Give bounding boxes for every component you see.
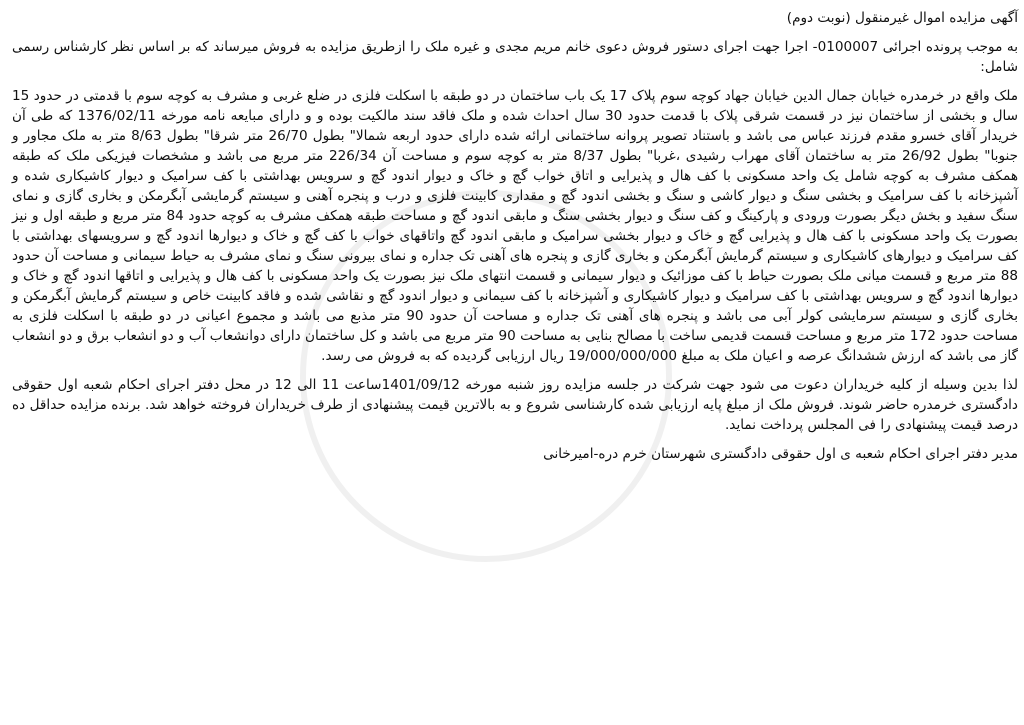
property-description: ملک واقع در خرمدره خیابان جمال الدین خیابان جهاد کوچه سوم پلاک 17 یک باب ساختمان در دو طبقه با اسکلت فلزی در ضلع غربی و مشرف به کوچه سوم با قدمتی در حدود 15 سال و بخشی از ساختمان نیز در قسمت شرقی پلاک با قدمت حدود 30 سال احداث شده و ملک فاقد سند مالکیت بوده و و دارای مبایعه نامه مورخه 1376/02/11 که طی آن خریدار آقای خسرو مقدم فرزند عباس می باشد و باستناد تصویر پروانه ساختمانی ارائه شده دارای حدود اربعه شمالا" بطول 26/70 متر شرقا" بطول 8/63 متر به ملک مجاور و جنوبا" بطول 26/92 متر به ساختمان آقای مهراب رشیدی ،غربا" بطول 8/37 متر به کوچه سوم و مساحت آن 226/34 متر مربع می باشد و مشخصات فیزیکی ملک که طبقه همکف مشرف به کوچه شامل یک واحد مسکونی با کف هال و پذیرایی و اتاق خواب گچ و خاک و دیوار اندود گچ و سرویس بهداشتی با کف سرامیک و دیوار کاشیکاری شده و آشپزخانه با کف سرامیک و بخشی سنگ و دیوار کاشی و سنگ و بخشی اندود گچ و مقداری کابینت فلزی و درب و پنجره آهنی و سیستم گرمایشی آبگرمکن و بخاری گازی و نمای سنگ سفید و بخش دیگر بصورت ورودی و پارکینگ و کف سنگ و دیوار بخشی سنگ و مابقی اندود گچ و مساحت طبقه همکف مشرف به کوچه حدود 84 متر مربع و طبقه اول و نیز بصورت یک واحد مسکونی با کف هال و پذیرایی گچ و خاک و دیوار بخشی سرامیک و مابقی اندود گچ واتاقهای خواب با کف گچ و خاک و دیوارها اندود گچ و سرویسهای بهداشتی با کف سرامیک و دیوارهای کاشیکاری و سیستم گرمایش آبگرمکن و بخاری گازی و پنجره های آهنی تک جداره و نمای بیرونی سنگ و نمای مشرف به حیاط سیمانی و مساحت آن حدود 88 متر مربع و قسمت میانی ملک بصورت حیاط با کف موزائیک و دیوار سیمانی و قسمت انتهای ملک نیز بصورت یک واحد مسکونی با کف هال و پذیرایی و اتاقها اندود گچ و خاک و دیوارها اندود گچ و سرویس بهداشتی با کف سرامیک و دیوار کاشیکاری و آشپزخانه با کف سیمانی و دیوار اندود گچ و نقاشی شده و فاقد کابینت خاص و سیستم گرمایش آبگرمکن و بخاری گازی و سیستم سرمایشی کولر آبی می باشد و پنجره های آهنی تک جداره و مساحت آن حدود 90 متر مذبع می باشد و مجموع اعیانی در دو طبقه با اسکلت فلزی به مساحت حدود 172 متر مربع و مساحت قسمت قدیمی ساخت با مصالح بنایی به مساحت 90 متر مربع می باشد و کل ساختمان دارای دوانشعاب آب و دو انشعاب برق و دو انشعاب گاز می باشد که ارزش ششدانگ عرصه و اعیان ملک به مبلغ 19/000/000/000 ریال ارزیابی گردیده که به فروش می رسد. (12, 88, 1019, 364)
signature-line: مدیر دفتر اجرای احکام شعبه ی اول حقوقی دادگستری شهرستان خرم دره-امیرخانی (543, 446, 1018, 462)
notice-intro: به موجب پرونده اجرائی 0100007- اجرا جهت اجرای دستور فروش دعوی خانم مریم مجدی و غیره ملک را ازطریق مزایده به فروش میرساند که بر اساس نظر کارشناس رسمی شامل: (12, 39, 1018, 75)
notice-title: آگهی مزایده اموال غیرمنقول (نوبت دوم) (786, 10, 1018, 26)
auction-details: لذا بدین وسیله از کلیه خریداران دعوت می شود جهت شرکت در جلسه مزایده روز شنبه مورخه 1401/09/12ساعت 11 الی 12 در محل دفتر اجرای احکام شعبه اول حقوقی دادگستری خرمدره حاضر شوند. فروش ملک از مبلغ پایه ارزیابی شده کارشناسی شروع و به بالاترین قیمت پیشنهادی از طرف خریداران فروخته خواهد شد. برنده مزایده حداقل ده درصد قیمت پیشنهادی را فی المجلس پرداخت نماید. (12, 377, 1018, 433)
